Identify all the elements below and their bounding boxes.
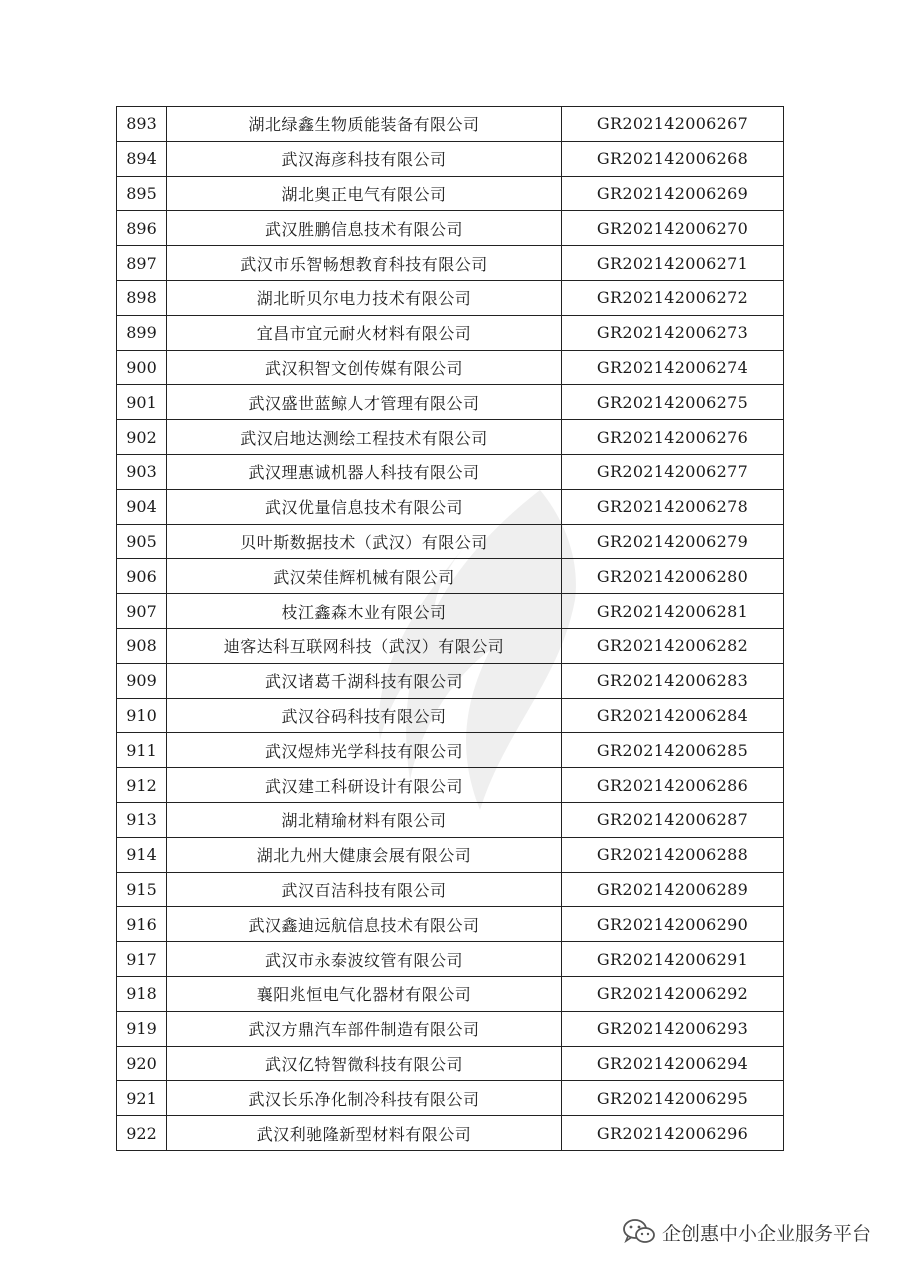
certificate-code: GR202142006271 [562,246,784,281]
certificate-code: GR202142006288 [562,837,784,872]
certificate-code: GR202142006269 [562,176,784,211]
company-table-body [117,107,784,1151]
company-table [116,106,784,1151]
certificate-code: GR202142006272 [562,280,784,315]
certificate-code: GR202142006292 [562,976,784,1011]
row-number: 901 [117,385,167,420]
row-number: 912 [117,768,167,803]
certificate-code: GR202142006282 [562,628,784,663]
table-row [117,385,784,420]
company-name: 武汉煜炜光学科技有限公司 [167,733,562,768]
table-row [117,837,784,872]
table-row [117,698,784,733]
certificate-code: GR202142006281 [562,594,784,629]
row-number: 903 [117,454,167,489]
row-number: 914 [117,837,167,872]
table-row [117,524,784,559]
company-name: 湖北九州大健康会展有限公司 [167,837,562,872]
table-row [117,802,784,837]
certificate-code: GR202142006283 [562,663,784,698]
company-name: 襄阳兆恒电气化器材有限公司 [167,976,562,1011]
row-number: 909 [117,663,167,698]
company-name: 武汉启地达测绘工程技术有限公司 [167,420,562,455]
table-row [117,733,784,768]
table-row [117,246,784,281]
row-number: 904 [117,489,167,524]
certificate-code: GR202142006294 [562,1046,784,1081]
company-name: 武汉理惠诚机器人科技有限公司 [167,454,562,489]
certificate-code: GR202142006274 [562,350,784,385]
company-name: 武汉诸葛千湖科技有限公司 [167,663,562,698]
company-name: 湖北奥正电气有限公司 [167,176,562,211]
row-number: 908 [117,628,167,663]
company-name: 武汉积智文创传媒有限公司 [167,350,562,385]
company-name: 武汉海彦科技有限公司 [167,141,562,176]
certificate-code: GR202142006279 [562,524,784,559]
table-row [117,141,784,176]
row-number: 919 [117,1011,167,1046]
row-number: 905 [117,524,167,559]
table-row [117,1116,784,1151]
row-number: 915 [117,872,167,907]
certificate-code: GR202142006296 [562,1116,784,1151]
row-number: 899 [117,315,167,350]
company-name: 武汉建工科研设计有限公司 [167,768,562,803]
company-name: 武汉胜鹏信息技术有限公司 [167,211,562,246]
table-row [117,663,784,698]
table-row [117,907,784,942]
table-row [117,942,784,977]
certificate-code: GR202142006285 [562,733,784,768]
row-number: 920 [117,1046,167,1081]
company-name: 武汉谷码科技有限公司 [167,698,562,733]
row-number: 902 [117,420,167,455]
company-name: 武汉优量信息技术有限公司 [167,489,562,524]
company-name: 武汉百洁科技有限公司 [167,872,562,907]
table-row [117,454,784,489]
table-row [117,628,784,663]
table-row [117,211,784,246]
certificate-code: GR202142006275 [562,385,784,420]
certificate-code: GR202142006276 [562,420,784,455]
table-row [117,280,784,315]
footer-brand-text: 企创惠中小企业服务平台 [661,1222,871,1245]
row-number: 907 [117,594,167,629]
company-name: 湖北昕贝尔电力技术有限公司 [167,280,562,315]
certificate-code: GR202142006284 [562,698,784,733]
row-number: 911 [117,733,167,768]
table-row [117,420,784,455]
company-name: 宜昌市宜元耐火材料有限公司 [167,315,562,350]
company-name: 武汉鑫迪远航信息技术有限公司 [167,907,562,942]
row-number: 910 [117,698,167,733]
table-row [117,594,784,629]
certificate-code: GR202142006289 [562,872,784,907]
table-row [117,489,784,524]
row-number: 894 [117,141,167,176]
wechat-icon [622,1218,656,1246]
company-name: 武汉亿特智微科技有限公司 [167,1046,562,1081]
row-number: 916 [117,907,167,942]
company-name: 武汉市永泰波纹管有限公司 [167,942,562,977]
certificate-code: GR202142006280 [562,559,784,594]
company-name: 武汉方鼎汽车部件制造有限公司 [167,1011,562,1046]
row-number: 913 [117,802,167,837]
certificate-code: GR202142006295 [562,1081,784,1116]
row-number: 896 [117,211,167,246]
company-name: 湖北绿鑫生物质能装备有限公司 [167,107,562,142]
table-row [117,976,784,1011]
row-number: 900 [117,350,167,385]
company-name: 湖北精瑜材料有限公司 [167,802,562,837]
company-name: 武汉荣佳辉机械有限公司 [167,559,562,594]
row-number: 895 [117,176,167,211]
table-row [117,559,784,594]
row-number: 897 [117,246,167,281]
certificate-code: GR202142006286 [562,768,784,803]
row-number: 893 [117,107,167,142]
table-row [117,176,784,211]
table-row [117,107,784,142]
table-row [117,1046,784,1081]
certificate-code: GR202142006290 [562,907,784,942]
company-name: 武汉盛世蓝鲸人才管理有限公司 [167,385,562,420]
company-name: 迪客达科互联网科技（武汉）有限公司 [167,628,562,663]
certificate-code: GR202142006277 [562,454,784,489]
row-number: 918 [117,976,167,1011]
table-row [117,1011,784,1046]
company-name: 贝叶斯数据技术（武汉）有限公司 [167,524,562,559]
row-number: 922 [117,1116,167,1151]
company-name: 武汉长乐净化制冷科技有限公司 [167,1081,562,1116]
certificate-code: GR202142006291 [562,942,784,977]
table-row [117,350,784,385]
certificate-code: GR202142006270 [562,211,784,246]
table-row [117,1081,784,1116]
row-number: 898 [117,280,167,315]
certificate-code: GR202142006293 [562,1011,784,1046]
table-row [117,872,784,907]
certificate-code: GR202142006267 [562,107,784,142]
company-name: 武汉市乐智畅想教育科技有限公司 [167,246,562,281]
company-name: 枝江鑫森木业有限公司 [167,594,562,629]
row-number: 921 [117,1081,167,1116]
certificate-code: GR202142006278 [562,489,784,524]
certificate-code: GR202142006273 [562,315,784,350]
company-name: 武汉利驰隆新型材料有限公司 [167,1116,562,1151]
certificate-code: GR202142006268 [562,141,784,176]
table-row [117,315,784,350]
row-number: 917 [117,942,167,977]
footer-brand [622,1218,871,1246]
row-number: 906 [117,559,167,594]
certificate-code: GR202142006287 [562,802,784,837]
table-row [117,768,784,803]
